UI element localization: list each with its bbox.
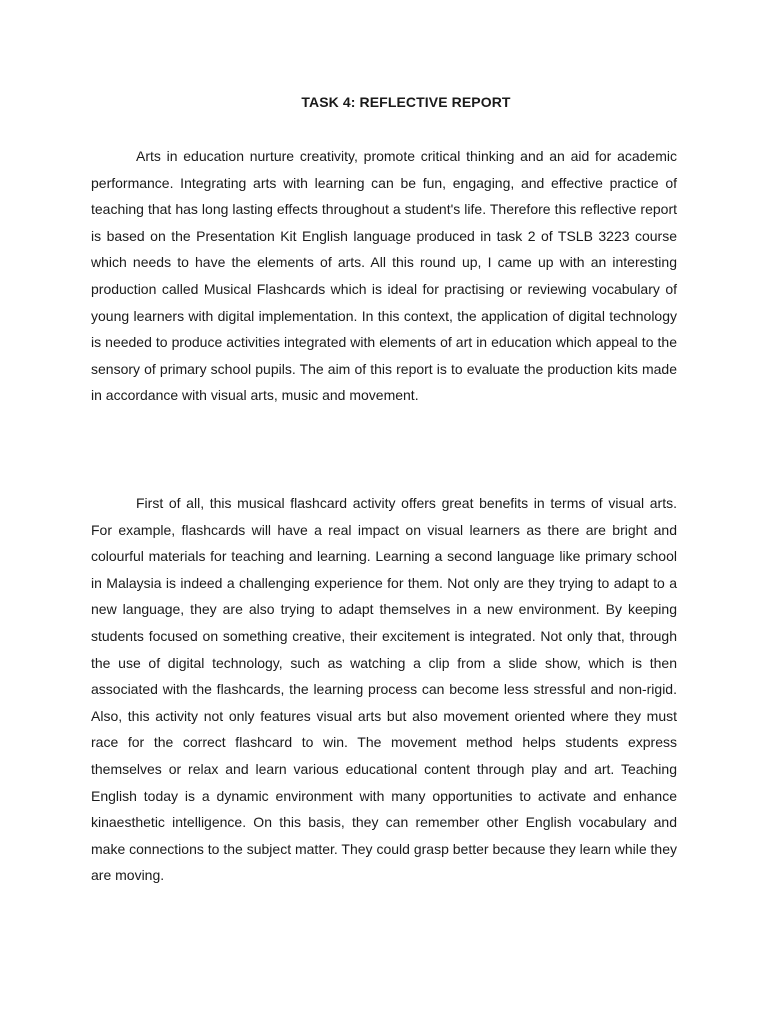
document-title: TASK 4: REFLECTIVE REPORT bbox=[301, 94, 511, 110]
paragraph-visual-arts: First of all, this musical flashcard activity offers great benefits in terms of visual arts. For example, flashcards will have a real impact on visual learners as there are bright and colourful materials for teaching and learning. Learning a second language like primary school in Malaysia is indeed a challenging experience for them. Not only are they trying to adapt to a new language, they are also trying to adapt themselves in a new environment. By keeping students focused on something creative, their excitement is integrated. Not only that, through the use of digital technology, such as watching a clip from a slide show, which is then associated with the flashcards, the learning process can become less stressful and non-rigid. Also, this activity not only features visual arts but also movement oriented where they must race for the correct flashcard to win. The movement method helps students express themselves or relax and learn various educational content through play and art. Teaching English today is a dynamic environment with many opportunities to activate and enhance kinaesthetic intelligence. On this basis, they can remember other English vocabulary and make connections to the subject matter. They could grasp better because they learn while they are moving. bbox=[91, 495, 677, 884]
paragraph-intro: Arts in education nurture creativity, promote critical thinking and an aid for academic performance. Integrating arts with learning can be fun, engaging, and effective practice of teaching that has long lasting effects throughout a student's life. Therefore this reflective report is based on the Presentation Kit English language produced in task 2 of TSLB 3223 course which needs to have the elements of arts. All this round up, I came up with an interesting production called Musical Flashcards which is ideal for practising or reviewing vocabulary of young learners with digital implementation. In this context, the application of digital technology is needed to produce activities integrated with elements of art in education which appeal to the sensory of primary school pupils. The aim of this report is to evaluate the production kits made in accordance with visual arts, music and movement. bbox=[91, 148, 677, 404]
